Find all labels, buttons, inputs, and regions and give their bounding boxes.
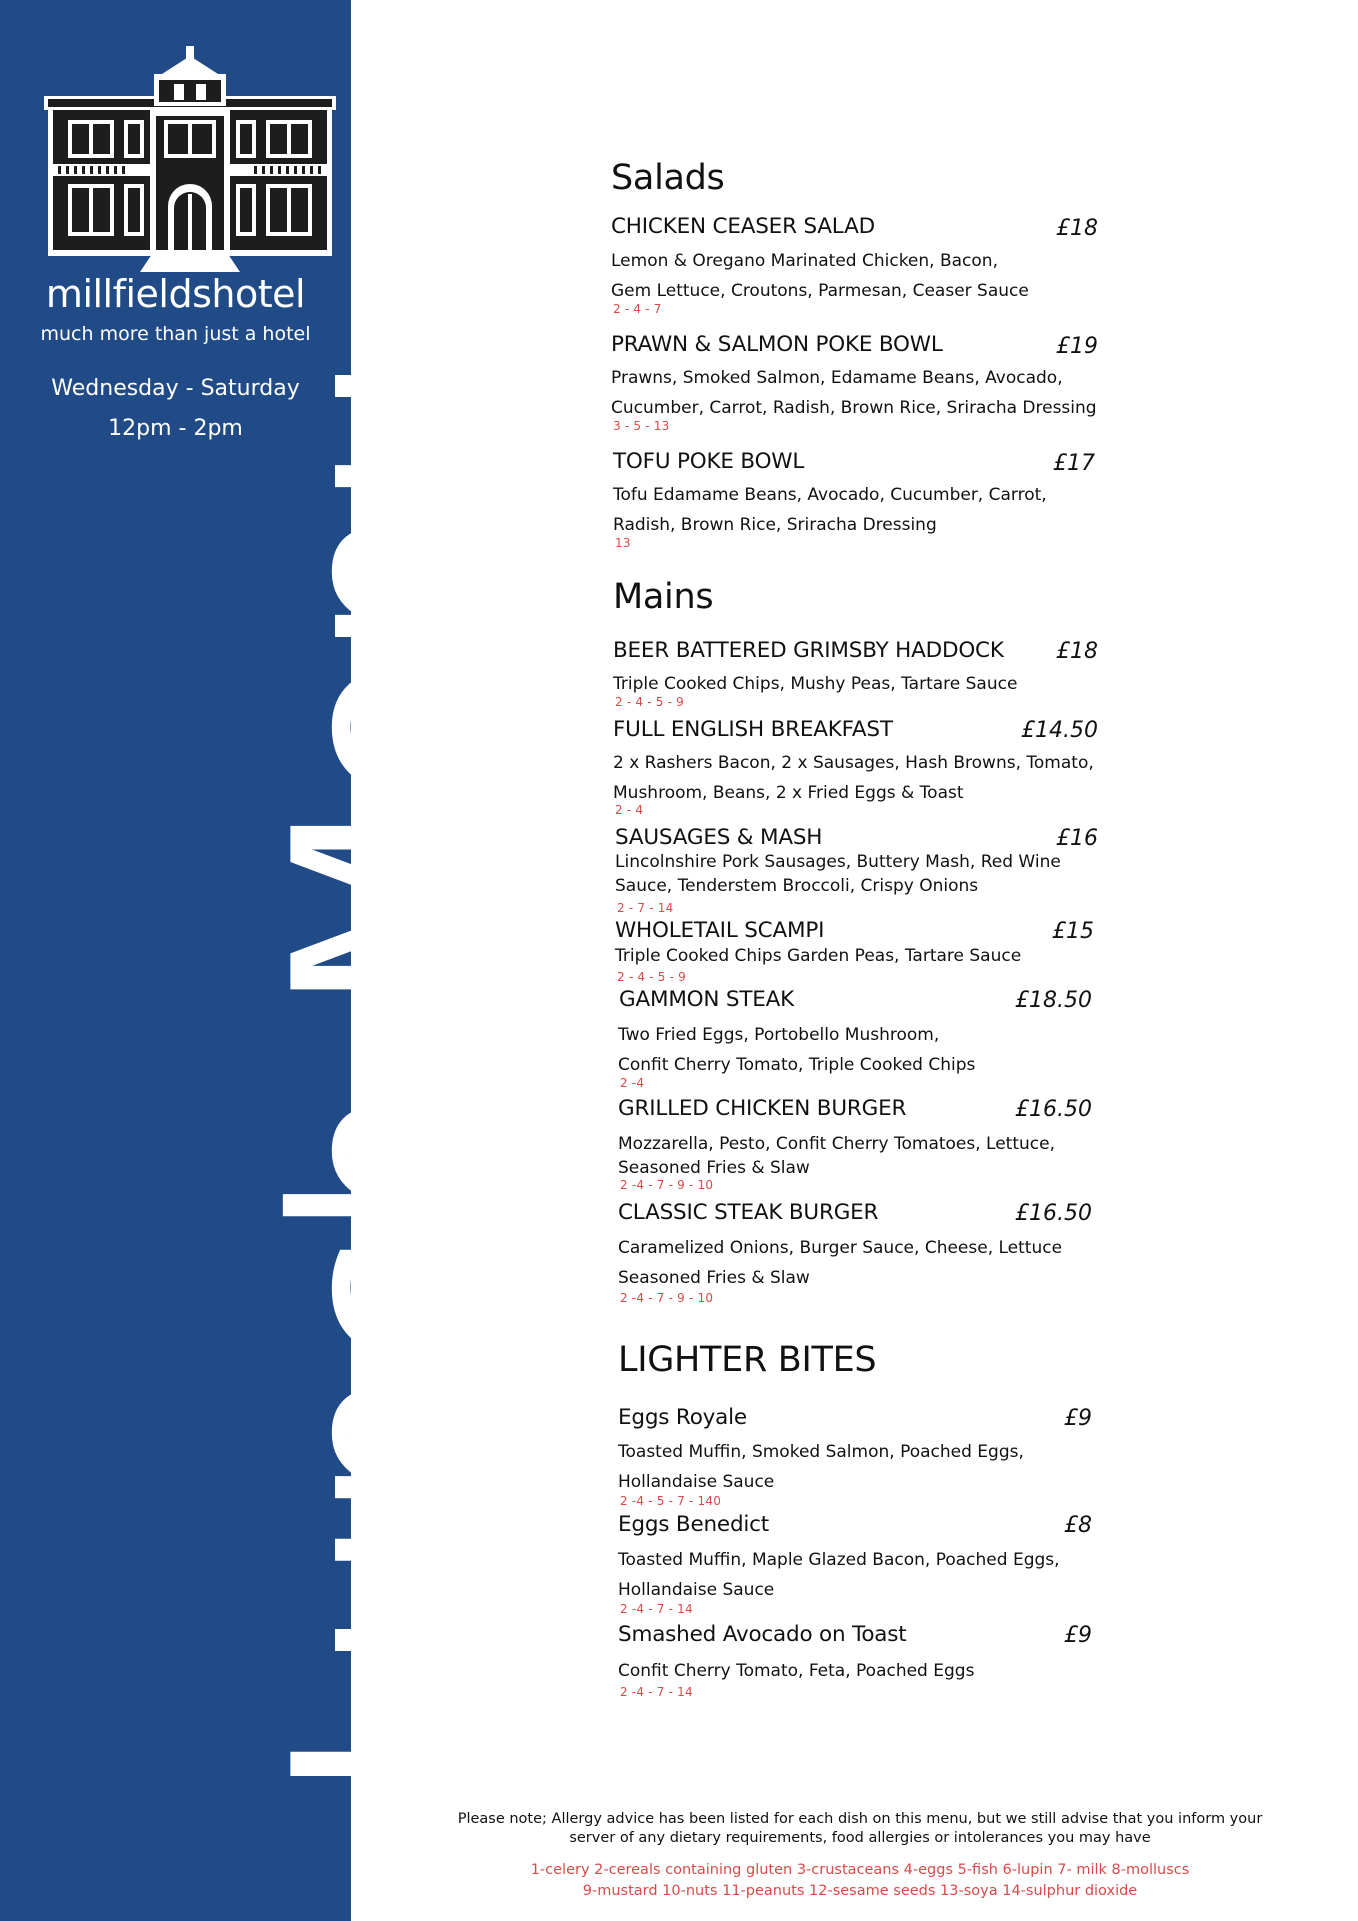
dish-name: BEER BATTERED GRIMSBY HADDOCK xyxy=(613,638,1004,663)
dish-price: £9 xyxy=(1064,1623,1092,1648)
dish-price: £16.50 xyxy=(1015,1097,1092,1122)
dish-price: £18.50 xyxy=(1015,988,1092,1013)
dish-name: FULL ENGLISH BREAKFAST xyxy=(613,717,893,742)
dish-name: Eggs Benedict xyxy=(618,1512,770,1537)
dish-price: £17 xyxy=(1053,451,1095,476)
allergen-codes: 2 -4 - 7 - 14 xyxy=(620,1602,693,1616)
allergen-codes: 2 -4 - 7 - 14 xyxy=(620,1685,693,1699)
dish-price: £8 xyxy=(1064,1513,1092,1538)
dish-description: Lincolnshire Pork Sausages, Buttery Mash, Red Wine Sauce, Tenderstem Broccoli, Crispy Onions xyxy=(615,852,1061,896)
allergen-codes: 13 xyxy=(615,536,631,550)
section-title-mains: Mains xyxy=(613,577,714,617)
allergen-codes: 2 -4 xyxy=(620,1076,645,1090)
dish-description: Toasted Muffin, Smoked Salmon, Poached Eggs, Hollandaise Sauce xyxy=(618,1442,1024,1492)
section-title-salads: Salads xyxy=(611,158,725,198)
allergen-codes: 2 - 4 - 7 xyxy=(613,302,662,316)
dish-name: GRILLED CHICKEN BURGER xyxy=(618,1096,907,1121)
allergen-codes: 2 - 7 - 14 xyxy=(617,901,674,915)
dish-description: Triple Cooked Chips Garden Peas, Tartare Sauce xyxy=(615,946,1022,966)
allergen-codes: 2 - 4 xyxy=(615,803,644,817)
dish-price: £16.50 xyxy=(1015,1201,1092,1226)
dish-name: WHOLETAIL SCAMPI xyxy=(615,918,825,943)
hotel-tagline: much more than just a hotel xyxy=(40,323,311,345)
dish-name: SAUSAGES & MASH xyxy=(615,825,823,850)
dish-price: £9 xyxy=(1064,1406,1092,1431)
allergen-key: 1-celery 2-cereals containing gluten 3-crustaceans 4-eggs 5-fish 6-lupin 7- milk 8-molluscs 9-mustard 10-nuts 11-peanuts 12-sesame seeds 13-soya 14-sulphur dioxide xyxy=(530,1862,1190,1899)
service-days: Wednesday - Saturday xyxy=(51,376,300,401)
dish-description: Caramelized Onions, Burger Sauce, Cheese, Lettuce Seasoned Fries & Slaw xyxy=(618,1238,1063,1288)
section-title-lighter-bites: LIGHTER BITES xyxy=(618,1340,877,1380)
dish-price: £16 xyxy=(1056,826,1098,851)
allergen-codes: 2 - 4 - 5 - 9 xyxy=(617,970,687,984)
allergen-codes: 3 - 5 - 13 xyxy=(613,419,670,433)
dish-price: £18 xyxy=(1056,639,1098,664)
service-hours: 12pm - 2pm xyxy=(108,416,243,441)
dish-description: Tofu Edamame Beans, Avocado, Cucumber, Carrot, Radish, Brown Rice, Sriracha Dressing xyxy=(613,485,1047,535)
dish-description: 2 x Rashers Bacon, 2 x Sausages, Hash Browns, Tomato, Mushroom, Beans, 2 x Fried Eggs & Toast xyxy=(613,753,1094,803)
dish-price: £18 xyxy=(1056,216,1098,241)
allergen-codes: 2 -4 - 7 - 9 - 10 xyxy=(620,1291,714,1305)
dish-name: Eggs Royale xyxy=(618,1405,747,1430)
dish-name: CLASSIC STEAK BURGER xyxy=(618,1200,879,1225)
dish-name: PRAWN & SALMON POKE BOWL xyxy=(611,332,943,357)
dish-name: CHICKEN CEASER SALAD xyxy=(611,214,875,239)
dish-description: Lemon & Oregano Marinated Chicken, Bacon, Gem Lettuce, Croutons, Parmesan, Ceaser Sauce xyxy=(611,251,1029,301)
dish-name: Smashed Avocado on Toast xyxy=(618,1622,907,1647)
dish-price: £15 xyxy=(1052,919,1094,944)
allergen-codes: 2 -4 - 5 - 7 - 140 xyxy=(620,1494,722,1508)
dish-name: GAMMON STEAK xyxy=(619,987,795,1012)
allergen-codes: 2 -4 - 7 - 9 - 10 xyxy=(620,1178,714,1192)
dish-description: Toasted Muffin, Maple Glazed Bacon, Poached Eggs, Hollandaise Sauce xyxy=(618,1550,1060,1600)
dish-description: Confit Cherry Tomato, Feta, Poached Eggs xyxy=(618,1661,975,1681)
dish-description: Prawns, Smoked Salmon, Edamame Beans, Avocado, Cucumber, Carrot, Radish, Brown Rice, Sriracha Dressing xyxy=(611,368,1097,418)
dish-description: Mozzarella, Pesto, Confit Cherry Tomatoes, Lettuce, Seasoned Fries & Slaw xyxy=(618,1134,1055,1178)
dish-name: TOFU POKE BOWL xyxy=(613,449,805,474)
dish-price: £14.50 xyxy=(1021,718,1098,743)
menu-title-vertical: Lunch Menu xyxy=(242,356,527,1800)
allergy-note: Please note; Allergy advice has been listed for each dish on this menu, but we still advise that you inform your server of any dietary requirements, food allergies or intolerances you may have xyxy=(457,1811,1263,1846)
allergen-codes: 2 - 4 - 5 - 9 xyxy=(615,695,685,709)
hotel-name: millfieldshotel xyxy=(45,272,306,316)
dish-description: Triple Cooked Chips, Mushy Peas, Tartare Sauce xyxy=(613,674,1018,694)
dish-price: £19 xyxy=(1056,334,1098,359)
dish-description: Two Fried Eggs, Portobello Mushroom, Confit Cherry Tomato, Triple Cooked Chips xyxy=(618,1025,976,1075)
